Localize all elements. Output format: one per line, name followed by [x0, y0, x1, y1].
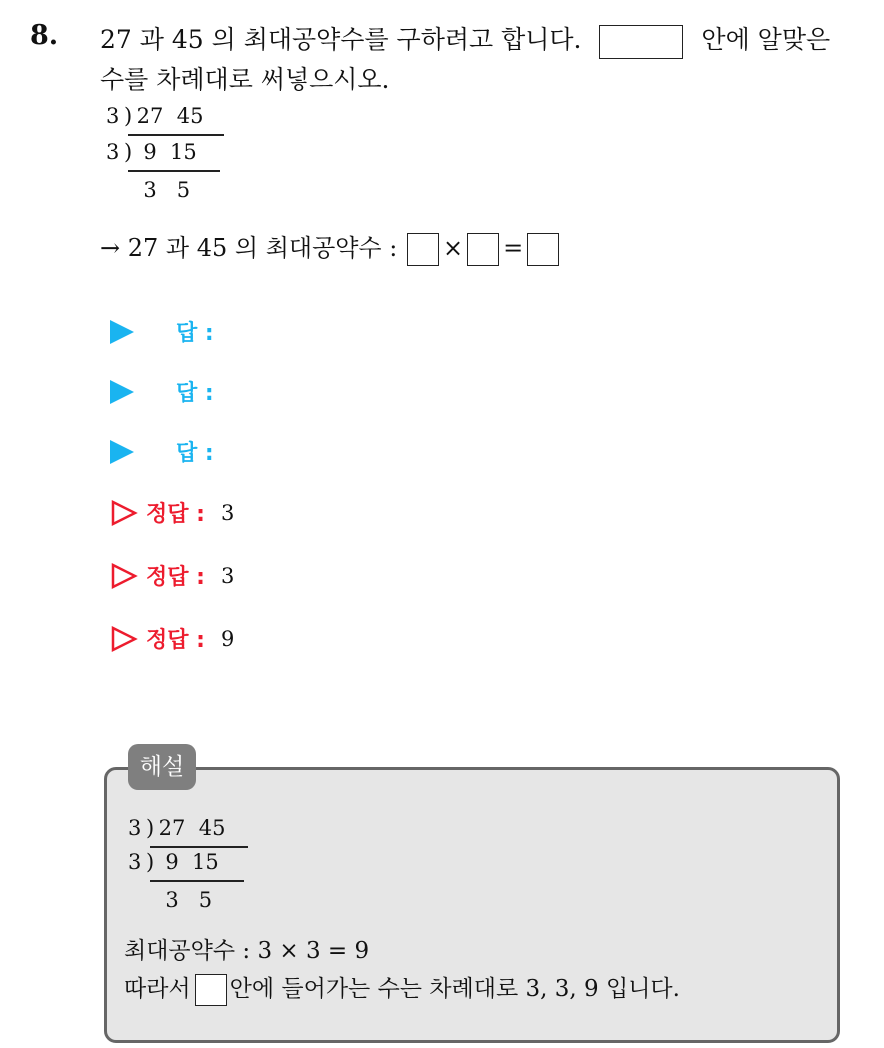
correct-answer-row-3 — [110, 623, 234, 654]
ladder-row2-paren: ) — [124, 140, 133, 164]
outline-triangle-icon — [110, 499, 138, 527]
solution-gcd-text: 최대공약수 : 3 × 3 = 9 — [124, 938, 370, 964]
question-text-line2: 수를 차례대로 써넣으시오. — [100, 65, 390, 94]
question-text-part1: 27 과 45 의 최대공약수를 구하려고 합니다. — [100, 25, 582, 54]
correct-answer-label: 정답 : — [146, 628, 205, 653]
answer-box-placeholder — [195, 974, 227, 1006]
ladder-row2-divisor: 3 — [106, 140, 120, 164]
division-ladder — [106, 104, 246, 214]
answer-row-3[interactable] — [110, 436, 214, 467]
question-number: 8. — [30, 20, 59, 51]
ladder-row1-paren: ) — [124, 104, 133, 128]
play-arrow-icon — [110, 320, 134, 344]
answer-row-2[interactable] — [110, 376, 214, 407]
question-text-line1 — [100, 20, 830, 59]
play-arrow-icon — [110, 440, 134, 464]
ladder-line1 — [150, 846, 248, 848]
gcd-prefix: → 27 과 45 의 최대공약수 : — [100, 234, 398, 262]
times-sign: × — [442, 234, 464, 262]
ladder-row1-paren: ) — [146, 816, 155, 840]
correct-answer-label: 정답 : — [146, 502, 205, 527]
correct-answer-row-1 — [110, 497, 234, 528]
ladder-row2-divisor: 3 — [128, 850, 142, 874]
solution-division-ladder — [128, 816, 268, 920]
correct-answer-value: 9 — [220, 626, 235, 651]
correct-answer-value: 3 — [220, 500, 235, 525]
correct-answer-label: 정답 : — [146, 565, 205, 590]
ladder-line1 — [128, 134, 224, 136]
outline-triangle-icon — [110, 562, 138, 590]
answer-label: 답 : — [176, 441, 214, 466]
answer-label: 답 : — [176, 321, 214, 346]
gcd-expression — [100, 228, 561, 266]
ladder-row1-values: 27 45 — [152, 816, 226, 840]
play-arrow-icon — [110, 380, 134, 404]
question-text-part2: 안에 알맞은 — [701, 25, 831, 54]
answer-row-1[interactable] — [110, 316, 214, 347]
ladder-row2-values: 9 15 — [152, 850, 219, 874]
solution-tag: 해설 — [128, 744, 196, 790]
solution-conclusion-part1: 따라서 — [124, 976, 191, 1002]
equals-sign: = — [503, 234, 524, 262]
solution-conclusion — [124, 970, 680, 1006]
ladder-row1-values: 27 45 — [130, 104, 204, 128]
ladder-row1-divisor: 3 — [106, 104, 120, 128]
ladder-row3-values: 3 5 — [152, 888, 213, 912]
gcd-box-2 — [467, 233, 499, 266]
ladder-line2 — [150, 880, 244, 882]
ladder-row2-values: 9 15 — [130, 140, 197, 164]
answer-label: 답 : — [176, 381, 214, 406]
gcd-box-1 — [407, 233, 439, 266]
correct-answer-row-2 — [110, 560, 234, 591]
outline-triangle-icon — [110, 625, 138, 653]
ladder-row2-paren: ) — [146, 850, 155, 874]
solution-conclusion-part2: 안에 들어가는 수는 차례대로 3, 3, 9 입니다. — [229, 976, 680, 1002]
ladder-row3-values: 3 5 — [130, 178, 191, 202]
ladder-line2 — [128, 170, 220, 172]
ladder-row1-divisor: 3 — [128, 816, 142, 840]
correct-answer-value: 3 — [220, 563, 235, 588]
answer-box-placeholder — [599, 25, 683, 59]
gcd-box-3 — [527, 233, 559, 266]
